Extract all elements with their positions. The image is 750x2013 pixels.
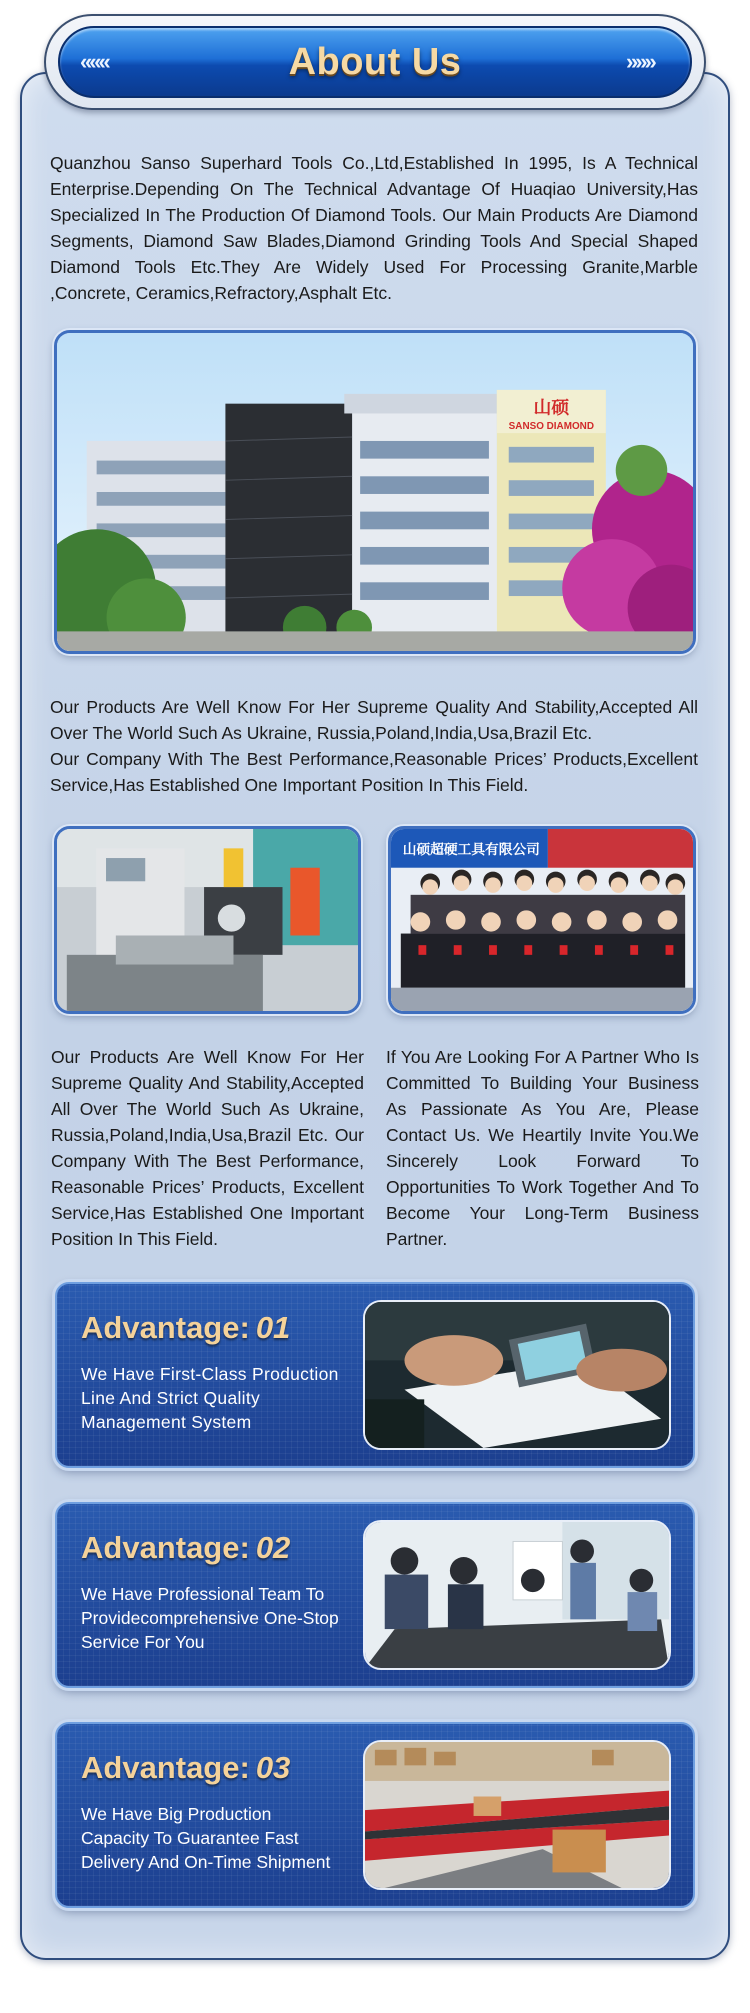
team-banner-text: 山硕超硬工具有限公司 [402, 842, 540, 859]
advantage-number: 03 [255, 1750, 291, 1785]
business-meeting-photo [363, 1300, 671, 1450]
advantage-label: Advantage: [81, 1310, 250, 1345]
building-sign-cn: 山硕 [533, 398, 570, 419]
machinery-photo [54, 826, 361, 1014]
advantage-label: Advantage: [81, 1750, 250, 1785]
advantage-text: We Have First-Class Production Line And Strict Quality Management System [81, 1364, 339, 1432]
advantage-card-02 [55, 1502, 695, 1688]
left-column-text: Our Products Are Well Know For Her Supreme Quality And Stability,Accepted All Over The World Such As Ukraine, Russia,Poland,India,Usa,Brazil Etc. Our Company With The Best Performance, Reasonable Prices’ Products, Excellent Service,Has Established One Important Position In This Field. [51, 1047, 364, 1249]
building-sign-en: SANSO DIAMOND [508, 421, 594, 433]
advantage-title [81, 1530, 290, 1566]
intro-text: Quanzhou Sanso Superhard Tools Co.,Ltd,Established In 1995, Is A Technical Enterprise.Depending On The Technical Advantage Of Huaqiao University,Has Specialized In The Production Of Diamond Tools. Our Main Products Are Diamond Segments, Diamond Saw Blades,Diamond Grinding Tools And Special Shaped Diamond Tools Etc.They Are Widely Used For Processing Granite,Marble ,Concrete, Ceramics,Refractory,Asphalt Etc. [50, 153, 698, 303]
advantage-title [81, 1750, 290, 1786]
quality-line-1: Our Products Are Well Know For Her Supreme Quality And Stability,Accepted All Over The World Such As Ukraine, Russia,Poland,India,Usa,Brazil Etc. [50, 697, 698, 743]
team-group-photo [388, 826, 696, 1014]
advantage-text: We Have Professional Team To Providecomprehensive One-Stop Service For You [81, 1584, 339, 1652]
conveyor-warehouse-photo [363, 1740, 671, 1890]
advantage-title [81, 1310, 290, 1346]
team-meeting-photo [363, 1520, 671, 1670]
advantage-label: Advantage: [81, 1530, 250, 1565]
chevron-left-icon: ««« [80, 49, 108, 74]
advantage-number: 01 [255, 1310, 291, 1345]
factory-building-photo [54, 330, 696, 654]
quality-text [50, 694, 698, 798]
advantage-number: 02 [255, 1530, 291, 1565]
advantage-text: We Have Big Production Capacity To Guarantee Fast Delivery And On-Time Shipment [81, 1804, 331, 1872]
chevron-right-icon: »»» [626, 49, 654, 74]
right-column-text: If You Are Looking For A Partner Who Is Committed To Building Your Business As Passionate As You Are, Please Contact Us. We Heartily Invite You.We Sincerely Look Forward To Opportunities To Work Together And To Become Your Long-Term Business Partner. [386, 1047, 699, 1249]
advantage-card-01 [55, 1282, 695, 1468]
quality-line-2: Our Company With The Best Performance,Reasonable Prices’ Products,Excellent Service,Has Established One Important Position In This Field. [50, 749, 698, 795]
page-title: About Us [288, 41, 462, 83]
advantage-card-03 [55, 1722, 695, 1908]
